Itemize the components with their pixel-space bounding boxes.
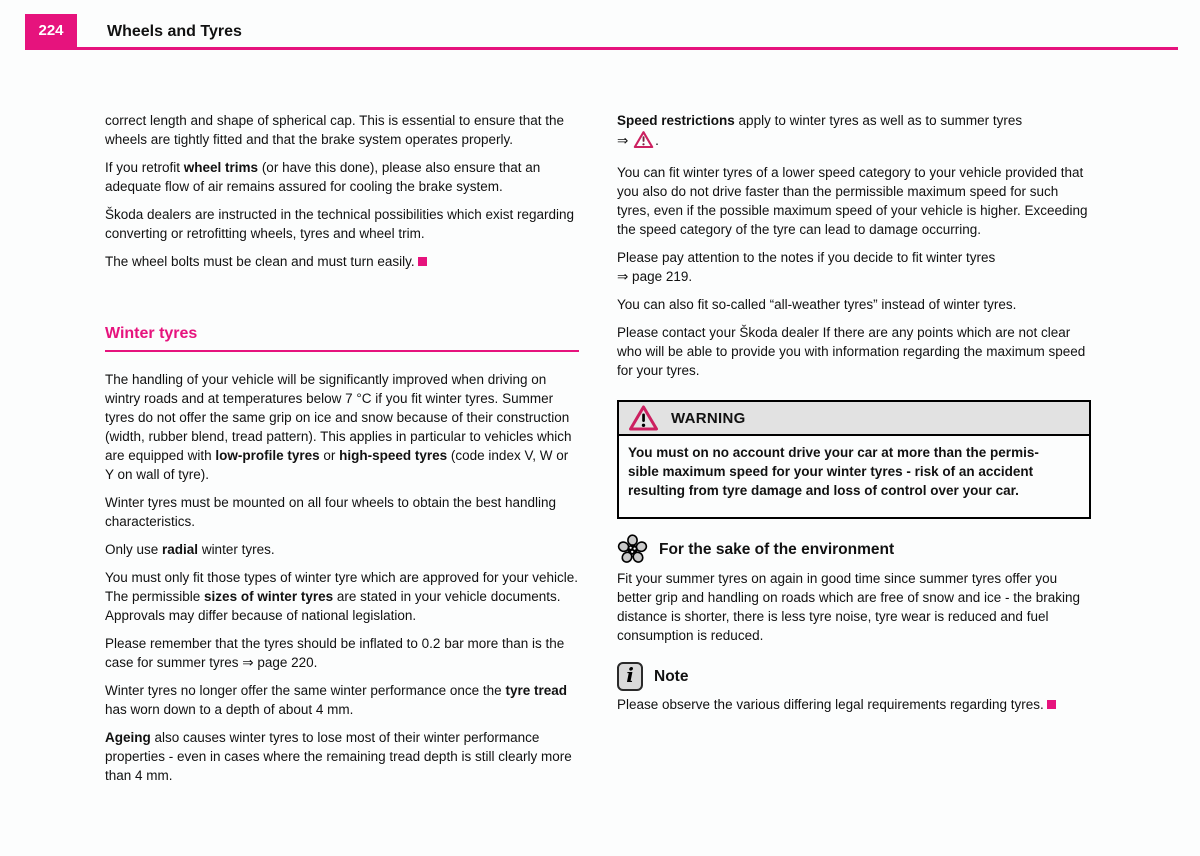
note-title: Note: [654, 668, 689, 685]
text-run: Please contact your Škoda dealer If there are any points which are not clear who will be able to provide you with information regarding the maximum speed for your tyres.: [617, 325, 1086, 378]
paragraph: [617, 111, 1091, 154]
paragraph: [105, 728, 579, 785]
environment-header: [617, 534, 1091, 565]
info-icon: i: [617, 662, 643, 691]
text-run: also causes winter tyres to lose most of their winter performance properties - even in cases where the remaining tread depth is still clearly more than 4 mm.: [105, 730, 572, 783]
text-run: .: [655, 133, 659, 148]
text-run: ⇒: [617, 133, 633, 148]
text-run: correct length and shape of spherical cap. This is essential to ensure that the wheels are tightly fitted and that the brake system operates properly.: [105, 113, 565, 147]
bold-text-run: tyre tread: [505, 683, 567, 698]
page-number-badge: 224: [25, 14, 77, 47]
text-run: Only use: [105, 542, 163, 557]
warning-triangle-icon: [628, 404, 659, 432]
text-run: winter tyres.: [198, 542, 275, 557]
text-run: Please pay attention to the notes if you decide to fit winter tyres: [617, 250, 996, 265]
winter-tyres-heading: Winter tyres: [105, 325, 579, 352]
text-run: Please observe the various differing legal requirements regarding tyres.: [617, 697, 1044, 712]
bold-text-run: Ageing: [105, 730, 151, 745]
text-run: You must only fit those types of winter tyre which are approved for your vehicle. The permissible: [105, 570, 578, 604]
environment-body: [617, 569, 1091, 645]
text-run: (code index V, W or Y on wall of tyre).: [105, 448, 569, 482]
winter-tyres-section: [105, 370, 579, 785]
text-run: Škoda dealers are instructed in the technical possibilities which exist regarding converting or retrofitting wheels, tyres and wheel trim.: [105, 207, 574, 241]
intro-paragraphs: [105, 111, 579, 271]
paragraph: [617, 569, 1091, 645]
section-end-marker: [1047, 700, 1056, 709]
paragraph: [105, 540, 579, 559]
paragraph: [105, 205, 579, 243]
text-run: You can fit winter tyres of a lower speed category to your vehicle provided that you also do not drive faster than the permissible maximum speed for such tyres, even if the possible maximum speed of your vehicle is higher. Exceeding the speed category of the tyre can lead to damage occurring.: [617, 165, 1088, 237]
warning-triangle-icon: [633, 130, 654, 154]
text-run: apply to winter tyres as well as to summer tyres: [734, 113, 1023, 128]
left-column: [105, 111, 579, 794]
text-run: or: [319, 448, 340, 463]
warning-box: [617, 400, 1091, 519]
text-run: The handling of your vehicle will be significantly improved when driving on wintry roads and at temperatures below 7 °C if you fit winter tyres. Summer tyres do not offer the same grip on ice and snow because of their construction (width, rubber blend, tread pattern). This applies in particular to vehicles which are equipped with: [105, 372, 572, 463]
note-body: [617, 695, 1091, 714]
paragraph: [105, 111, 579, 149]
right-column: [617, 111, 1091, 723]
warning-body: [619, 436, 1089, 517]
paragraph: [105, 634, 579, 672]
text-run: are stated in your vehicle documents. Approvals may differ because of national legislation.: [105, 589, 561, 623]
note-header: [617, 662, 1091, 691]
paragraph: [105, 158, 579, 196]
warning-title: WARNING: [671, 409, 746, 427]
text-run: ⇒ page 219.: [617, 269, 693, 284]
paragraph: [617, 323, 1091, 380]
text-run: If you retrofit: [105, 160, 184, 175]
environment-title: For the sake of the environment: [659, 541, 895, 558]
text-run: Please remember that the tyres should be inflated to 0.2 bar more than is the case for summer tyres ⇒ page 220.: [105, 636, 565, 670]
paragraph: [105, 681, 579, 719]
paragraph: [617, 695, 1091, 714]
paragraph: [105, 370, 579, 484]
text-run: (or have this done), please also ensure that an adequate flow of air remains assured for cooling the brake system.: [105, 160, 541, 194]
text-run: You must on no account drive your car at more than the permis-: [628, 445, 1039, 460]
bold-text-run: sizes of winter tyres: [204, 589, 334, 604]
text-run: The wheel bolts must be clean and must turn easily.: [105, 254, 415, 269]
paragraph: [617, 248, 1091, 286]
text-run: Winter tyres no longer offer the same winter performance once the: [105, 683, 506, 698]
text-run: has worn down to a depth of about 4 mm.: [105, 702, 354, 717]
text-run: You can also fit so-called “all-weather tyres” instead of winter tyres.: [617, 297, 1017, 312]
right-paragraphs: [617, 111, 1091, 380]
bold-text-run: Speed restrictions: [617, 113, 735, 128]
text-run: Fit your summer tyres on again in good time since summer tyres offer you better grip and handling on roads which are free of snow and ice - the braking distance is shorter, there is less tyre noise, tyre wear is reduced and fuel consumption is reduced.: [617, 571, 1081, 643]
page-title: Wheels and Tyres: [107, 23, 242, 40]
bold-text-run: high-speed tyres: [339, 448, 448, 463]
bold-text-run: radial: [162, 542, 199, 557]
bold-text-run: low-profile tyres: [215, 448, 320, 463]
text-run: Winter tyres must be mounted on all four wheels to obtain the best handling characteristics.: [105, 495, 557, 529]
text-run: sible maximum speed for your winter tyres - risk of an accident resulting from tyre damage and loss of control over your car.: [628, 464, 1034, 498]
paragraph: [105, 493, 579, 531]
paragraph: [105, 252, 579, 271]
paragraph: [617, 295, 1091, 314]
header-rule: [25, 47, 1178, 50]
section-end-marker: [418, 257, 427, 266]
bold-text-run: wheel trims: [183, 160, 259, 175]
flower-icon: [617, 534, 648, 565]
paragraph: [628, 443, 1079, 500]
paragraph: [617, 163, 1091, 239]
paragraph: [105, 568, 579, 625]
warning-header: [619, 402, 1089, 436]
